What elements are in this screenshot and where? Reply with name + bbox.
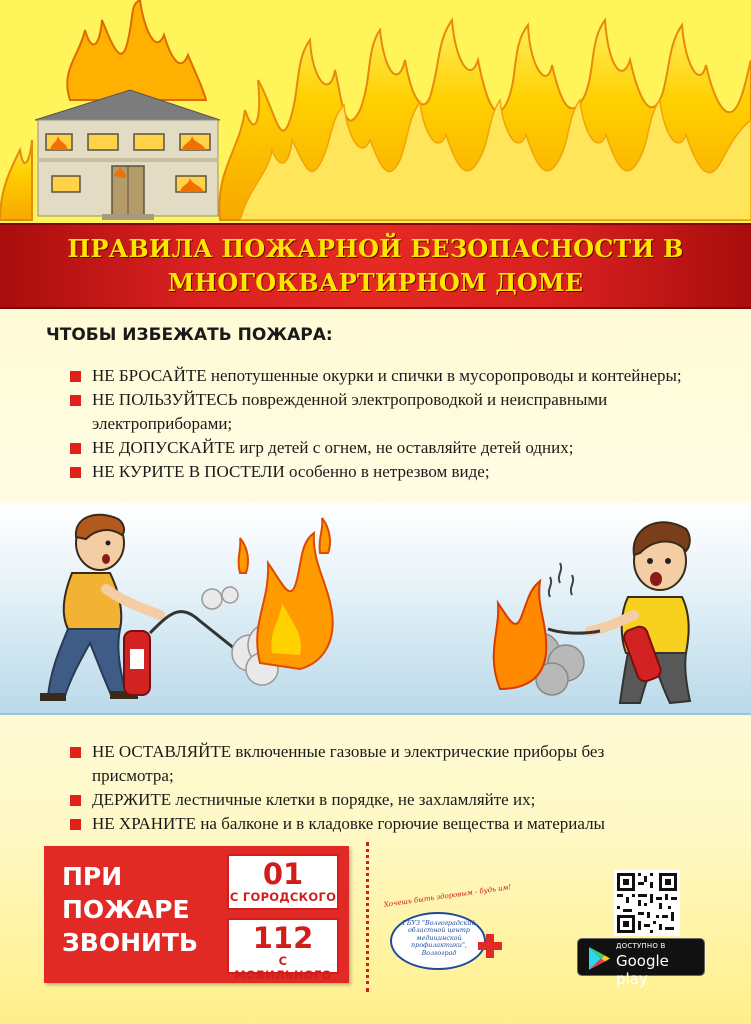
page-title-line1: ПРАВИЛА ПОЖАРНОЙ БЕЗОПАСНОСТИ В [67, 234, 684, 263]
logo-org-line: Волгоград [421, 948, 457, 957]
medical-cross-icon [476, 932, 504, 960]
rule-emphasis: НЕ ОСТАВЛЯЙТЕ [92, 742, 232, 761]
rule-text: поврежденной электропроводкой и неисправными электроприборами; [92, 390, 608, 433]
logo-org-line: медицинской [416, 933, 462, 942]
rules-list-top [70, 364, 690, 484]
rule-text: лестничные клетки в порядке, не захламляйте их; [171, 790, 536, 809]
call-line1: ПРИ [62, 862, 123, 891]
boy-with-extinguisher-right [494, 522, 690, 703]
google-play-badge[interactable] [577, 938, 705, 988]
rule-emphasis: НЕ ХРАНИТЕ [92, 814, 197, 833]
mobile-number: 112 [252, 921, 314, 955]
landline-label: С ГОРОДСКОГО [229, 890, 337, 904]
organization-logo [380, 883, 515, 980]
emergency-call-box [44, 846, 349, 983]
man-with-extinguisher-left [40, 515, 333, 701]
rule-emphasis: НЕ БРОСАЙТЕ [92, 366, 207, 385]
rule-emphasis: ДЕРЖИТЕ [92, 790, 172, 809]
landline-number: 01 [262, 857, 304, 891]
logo-org-name [400, 920, 478, 957]
extinguisher-scene-illustration [0, 503, 751, 715]
mobile-number-box [227, 918, 339, 982]
rule-text: игр детей с огнем, не оставляйте детей одних; [235, 438, 574, 457]
page-title-line2: МНОГОКВАРТИРНОМ ДОМЕ [167, 268, 584, 297]
call-instruction [62, 860, 222, 959]
rule-text: на балконе и в кладовке горючие вещества и материалы [196, 814, 605, 833]
store-small-text: ДОСТУПНО В [616, 942, 666, 950]
rule-emphasis: НЕ ДОПУСКАЙТЕ [92, 438, 236, 457]
call-line2: ПОЖАРЕ [62, 895, 190, 924]
section-heading: ЧТОБЫ ИЗБЕЖАТЬ ПОЖАРА: [46, 325, 333, 345]
rule-item [70, 740, 690, 788]
burning-house-illustration [30, 0, 230, 225]
title-banner [0, 223, 751, 309]
rule-item [70, 812, 690, 836]
dotted-divider [366, 842, 369, 992]
extinguisher-scene [0, 503, 751, 715]
call-line3: ЗВОНИТЬ [62, 928, 199, 957]
qr-code-icon[interactable] [614, 870, 680, 936]
logo-slogan: Хочешь быть здоровым - будь им! [383, 883, 512, 909]
rule-emphasis: НЕ ПОЛЬЗУЙТЕСЬ [92, 390, 238, 409]
rule-item [70, 788, 690, 812]
rule-item [70, 460, 690, 484]
rule-text: особенно в нетрезвом виде; [284, 462, 490, 481]
rule-item [70, 388, 690, 436]
rules-list-bottom [70, 740, 690, 836]
rule-text: включенные газовые и электрические приборы без присмотра; [92, 742, 605, 785]
mobile-label: С МОБИЛЬНОГО [234, 954, 332, 982]
google-play-icon [587, 946, 611, 971]
rule-item [70, 364, 690, 388]
logo-org-line: областной центр [407, 926, 471, 935]
rule-text: непотушенные окурки и спички в мусоропроводы и контейнеры; [206, 366, 682, 385]
logo-org-line: профилактики", [411, 941, 467, 950]
landline-number-box [227, 854, 339, 910]
rule-emphasis: НЕ КУРИТЕ В ПОСТЕЛИ [92, 462, 285, 481]
store-name: Google play [616, 952, 669, 988]
logo-org-line: ГБУЗ "Волгоградский [402, 919, 476, 927]
rule-item [70, 436, 690, 460]
